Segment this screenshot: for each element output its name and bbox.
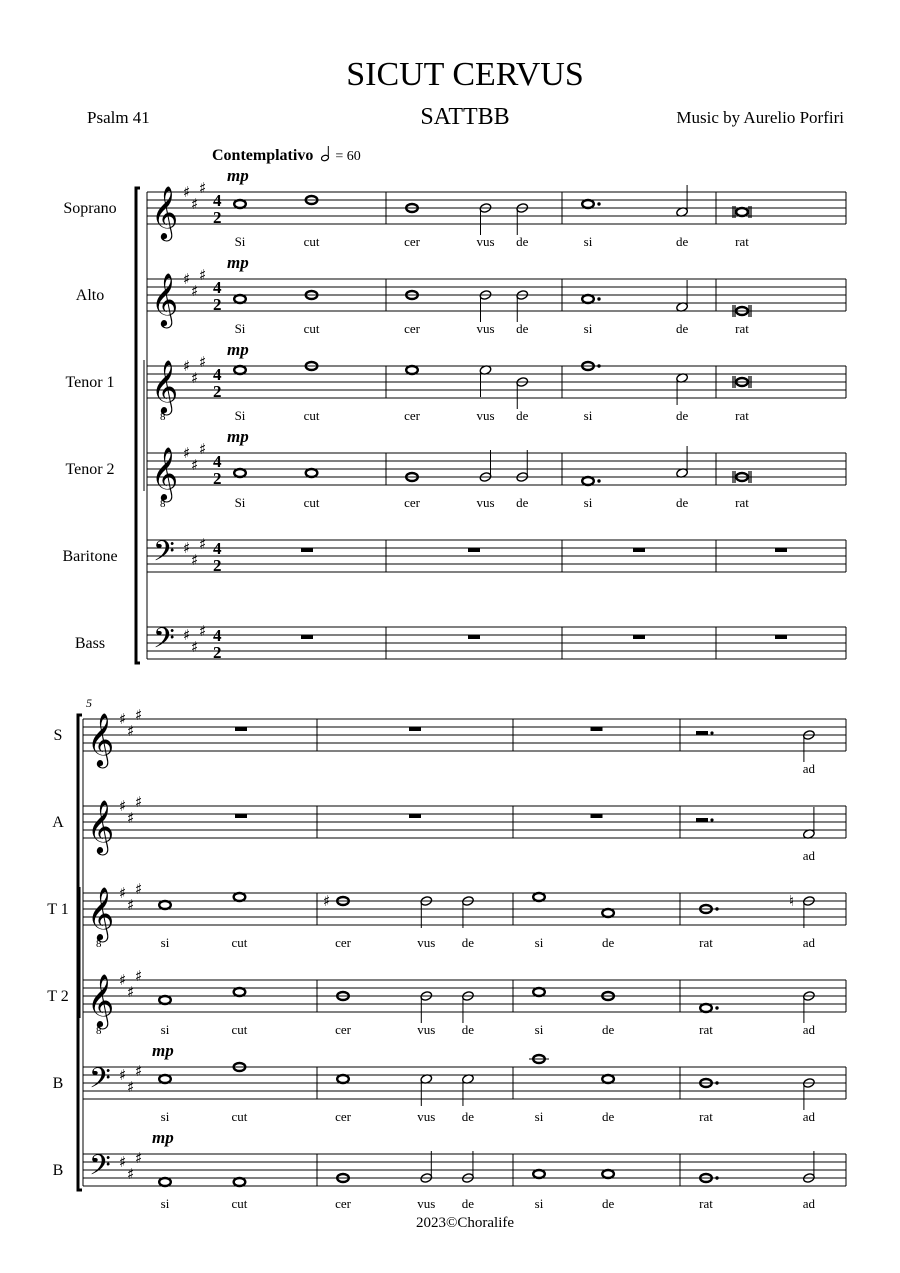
lyric-syllable: ad xyxy=(802,761,816,776)
whole-note-head xyxy=(582,477,594,485)
octave-eight-icon: 8 xyxy=(96,1025,102,1037)
lyric-syllable: de xyxy=(461,1109,475,1124)
whole-note-head xyxy=(159,1178,171,1186)
system-2 xyxy=(47,696,846,1211)
lyric-syllable: si xyxy=(583,321,593,336)
octave-eight-icon: 8 xyxy=(160,498,166,510)
lyric-syllable: ad xyxy=(802,1109,816,1124)
dynamic-marking: mp xyxy=(227,427,249,446)
staff-name: B xyxy=(52,1162,64,1179)
key-sharp-icon: ♯ xyxy=(191,282,199,300)
lyric-syllable: cer xyxy=(404,495,420,510)
lyric-syllable: si xyxy=(160,1022,170,1037)
whole-note-head xyxy=(159,1075,171,1083)
lyric-syllable: de xyxy=(675,321,689,336)
key-sharp-icon: ♯ xyxy=(127,722,135,740)
key-sharp-icon: ♯ xyxy=(191,551,199,569)
key-sharp-icon: ♯ xyxy=(119,971,127,989)
staff xyxy=(65,340,846,423)
lyric-syllable: de xyxy=(516,495,529,510)
whole-note-head xyxy=(533,893,545,901)
lyric-syllable: rat xyxy=(735,234,749,249)
time-signature: 2 xyxy=(213,643,222,662)
lyric-syllable: de xyxy=(601,935,615,950)
dot-icon xyxy=(710,731,713,734)
key-sharp-icon: ♯ xyxy=(119,710,127,728)
key-sharp-icon: ♯ xyxy=(199,179,207,197)
lyric-syllable: vus xyxy=(476,495,495,510)
lyric-syllable: vus xyxy=(417,935,436,950)
lyric-syllable: cut xyxy=(303,234,320,249)
lyric-syllable: vus xyxy=(476,234,495,249)
staff-name: A xyxy=(52,814,64,831)
sharp-icon: ♯ xyxy=(323,892,331,910)
lyric-syllable: si xyxy=(583,234,593,249)
treble-clef-icon: 𝄞 xyxy=(87,886,115,940)
dot-icon xyxy=(715,907,718,910)
tempo-bpm: = 60 xyxy=(335,149,361,164)
dynamic-marking: mp xyxy=(152,1128,174,1147)
time-signature: 4 xyxy=(213,365,222,384)
lyric-syllable: cer xyxy=(404,234,420,249)
key-sharp-icon: ♯ xyxy=(199,353,207,371)
lyric-syllable: si xyxy=(534,1109,544,1124)
time-signature: 2 xyxy=(213,295,222,314)
lyric-syllable: cut xyxy=(231,1022,248,1037)
lyric-syllable: cut xyxy=(303,408,320,423)
lyric-syllable: ad xyxy=(802,848,816,863)
key-sharp-icon: ♯ xyxy=(119,884,127,902)
key-sharp-icon: ♯ xyxy=(191,195,199,213)
lyric-syllable: cer xyxy=(335,1109,351,1124)
whole-note-head xyxy=(533,988,545,996)
dot-icon xyxy=(715,1006,718,1009)
key-sharp-icon: ♯ xyxy=(199,266,207,284)
staff-name: Tenor 2 xyxy=(65,461,115,478)
key-sharp-icon: ♯ xyxy=(119,797,127,815)
key-sharp-icon: ♯ xyxy=(119,1066,127,1084)
key-sharp-icon: ♯ xyxy=(199,440,207,458)
staff xyxy=(63,166,846,249)
key-sharp-icon: ♯ xyxy=(199,622,207,640)
lyric-syllable: Si xyxy=(234,234,246,249)
whole-note-head xyxy=(159,996,171,1004)
key-sharp-icon: ♯ xyxy=(127,809,135,827)
bass-clef-icon: 𝄢 xyxy=(153,622,175,662)
lyric-syllable: ad xyxy=(802,1196,816,1211)
dot-icon xyxy=(715,1176,718,1179)
lyric-syllable: si xyxy=(583,495,593,510)
staff xyxy=(62,535,846,575)
key-sharp-icon: ♯ xyxy=(135,706,143,724)
system-1 xyxy=(62,166,846,663)
key-sharp-icon: ♯ xyxy=(135,1149,143,1167)
key-sharp-icon: ♯ xyxy=(127,983,135,1001)
lyric-syllable: vus xyxy=(476,321,495,336)
lyric-syllable: de xyxy=(601,1022,615,1037)
lyric-syllable: cer xyxy=(335,1022,351,1037)
lyric-syllable: si xyxy=(160,935,170,950)
dynamic-marking: mp xyxy=(227,340,249,359)
staff-name: B xyxy=(52,1075,64,1092)
staff-name: T 2 xyxy=(47,988,69,1005)
key-sharp-icon: ♯ xyxy=(135,1062,143,1080)
key-sharp-icon: ♯ xyxy=(183,444,191,462)
whole-note-head xyxy=(602,1075,614,1083)
whole-note-head xyxy=(234,1178,246,1186)
whole-note-head xyxy=(337,1075,349,1083)
time-signature: 2 xyxy=(213,469,222,488)
lyric-syllable: cut xyxy=(231,1196,248,1211)
whole-rest-icon xyxy=(633,548,645,552)
dynamic-marking: mp xyxy=(227,166,249,185)
lyric-syllable: rat xyxy=(735,495,749,510)
bass-clef-icon: 𝄢 xyxy=(153,535,175,575)
staff xyxy=(76,253,846,336)
lyric-syllable: cut xyxy=(303,321,320,336)
whole-note-head xyxy=(306,469,318,477)
staff-name: S xyxy=(53,727,63,744)
staff xyxy=(47,880,846,950)
lyric-syllable: rat xyxy=(735,408,749,423)
staff xyxy=(75,622,846,662)
time-signature: 4 xyxy=(213,626,222,645)
half-rest-icon xyxy=(696,818,708,822)
time-signature: 2 xyxy=(213,208,222,227)
treble-clef-icon: 𝄞 xyxy=(87,712,115,766)
key-sharp-icon: ♯ xyxy=(183,626,191,644)
lyric-syllable: vus xyxy=(476,408,495,423)
whole-note-head xyxy=(736,208,748,216)
dot-icon xyxy=(710,818,713,821)
whole-note-head xyxy=(234,469,246,477)
lyric-syllable: rat xyxy=(735,321,749,336)
staff-name: Bass xyxy=(74,635,106,652)
lyric-syllable: si xyxy=(534,935,544,950)
lyric-syllable: de xyxy=(675,234,689,249)
lyric-syllable: Si xyxy=(234,321,246,336)
dot-icon xyxy=(597,479,600,482)
lyric-syllable: de xyxy=(516,321,529,336)
lyric-syllable: Si xyxy=(234,495,246,510)
whole-note-head xyxy=(234,295,246,303)
lyric-syllable: ad xyxy=(802,1022,816,1037)
lyric-syllable: si xyxy=(160,1109,170,1124)
treble-clef-icon: 𝄞 xyxy=(151,446,179,500)
whole-rest-icon xyxy=(301,548,313,552)
lyric-syllable: rat xyxy=(699,935,713,950)
whole-rest-icon xyxy=(235,727,247,731)
voicing-label: SATTBB xyxy=(420,104,510,130)
bass-clef-icon: 𝄢 xyxy=(89,1062,111,1102)
whole-rest-icon xyxy=(409,727,421,731)
treble-clef-icon: 𝄞 xyxy=(151,272,179,326)
time-signature: 4 xyxy=(213,191,222,210)
tempo-text: Contemplativo xyxy=(212,147,314,164)
key-sharp-icon: ♯ xyxy=(191,456,199,474)
treble-clef-icon: 𝄞 xyxy=(151,359,179,413)
lyric-syllable: de xyxy=(461,1196,475,1211)
lyric-syllable: vus xyxy=(417,1109,436,1124)
key-sharp-icon: ♯ xyxy=(191,369,199,387)
whole-note-head xyxy=(582,295,594,303)
whole-note-head xyxy=(602,909,614,917)
system-bracket xyxy=(136,188,140,663)
lyric-syllable: de xyxy=(601,1109,615,1124)
whole-note-head xyxy=(602,1170,614,1178)
copyright-footer: 2023©Choralife xyxy=(415,1215,515,1231)
whole-note-head xyxy=(406,366,418,374)
staff xyxy=(47,967,846,1037)
staff-name: Alto xyxy=(75,287,105,304)
dot-icon xyxy=(597,364,600,367)
lyric-syllable: cer xyxy=(335,935,351,950)
staff-name: Baritone xyxy=(62,548,118,565)
treble-clef-icon: 𝄞 xyxy=(87,973,115,1027)
staff xyxy=(53,1041,846,1124)
whole-rest-icon xyxy=(409,814,421,818)
bass-clef-icon: 𝄢 xyxy=(89,1149,111,1189)
whole-note-head xyxy=(533,1170,545,1178)
octave-eight-icon: 8 xyxy=(160,411,166,423)
staff xyxy=(65,427,846,510)
dot-icon xyxy=(597,297,600,300)
natural-icon: ♮ xyxy=(788,892,795,910)
key-sharp-icon: ♯ xyxy=(127,1078,135,1096)
time-signature: 4 xyxy=(213,278,222,297)
whole-rest-icon xyxy=(775,548,787,552)
lyric-syllable: ad xyxy=(802,935,816,950)
whole-rest-icon xyxy=(591,727,603,731)
dynamic-marking: mp xyxy=(227,253,249,272)
lyric-syllable: de xyxy=(601,1196,615,1211)
lyric-syllable: cut xyxy=(231,935,248,950)
source-label: Psalm 41 xyxy=(87,108,150,127)
octave-eight-icon: 8 xyxy=(96,938,102,950)
staff xyxy=(53,1128,846,1211)
key-sharp-icon: ♯ xyxy=(183,270,191,288)
lyric-syllable: de xyxy=(461,1022,475,1037)
lyric-syllable: Si xyxy=(234,408,246,423)
dot-icon xyxy=(597,202,600,205)
lyric-syllable: si xyxy=(534,1196,544,1211)
lyric-syllable: si xyxy=(583,408,593,423)
lyric-syllable: de xyxy=(675,408,689,423)
lyric-syllable: rat xyxy=(699,1022,713,1037)
whole-note-head xyxy=(159,901,171,909)
composer-label: Music by Aurelio Porfiri xyxy=(676,108,844,127)
staff-name: Soprano xyxy=(63,200,117,217)
treble-clef-icon: 𝄞 xyxy=(87,799,115,853)
time-signature: 2 xyxy=(213,382,222,401)
whole-rest-icon xyxy=(301,635,313,639)
lyric-syllable: cer xyxy=(404,321,420,336)
key-sharp-icon: ♯ xyxy=(183,357,191,375)
whole-note-head xyxy=(234,200,246,208)
lyric-syllable: de xyxy=(675,495,689,510)
whole-rest-icon xyxy=(235,814,247,818)
key-sharp-icon: ♯ xyxy=(135,793,143,811)
key-sharp-icon: ♯ xyxy=(135,880,143,898)
time-signature: 4 xyxy=(213,539,222,558)
score-title: SICUT CERVUS xyxy=(346,56,584,93)
key-sharp-icon: ♯ xyxy=(119,1153,127,1171)
whole-note-head xyxy=(582,200,594,208)
lyric-syllable: cer xyxy=(335,1196,351,1211)
dot-icon xyxy=(715,1081,718,1084)
measure-number: 5 xyxy=(86,696,92,710)
lyric-syllable: de xyxy=(461,935,475,950)
lyric-syllable: de xyxy=(516,234,529,249)
whole-rest-icon xyxy=(468,635,480,639)
key-sharp-icon: ♯ xyxy=(199,535,207,553)
lyric-syllable: de xyxy=(516,408,529,423)
whole-note-head xyxy=(234,893,246,901)
whole-note-head xyxy=(234,366,246,374)
whole-rest-icon xyxy=(633,635,645,639)
lyric-syllable: rat xyxy=(699,1196,713,1211)
key-sharp-icon: ♯ xyxy=(127,896,135,914)
whole-rest-icon xyxy=(591,814,603,818)
whole-note-head xyxy=(234,988,246,996)
key-sharp-icon: ♯ xyxy=(183,539,191,557)
whole-note-head xyxy=(700,1004,712,1012)
key-sharp-icon: ♯ xyxy=(135,967,143,985)
lyric-syllable: si xyxy=(534,1022,544,1037)
time-signature: 4 xyxy=(213,452,222,471)
staff-name: T 1 xyxy=(47,901,69,918)
lyric-syllable: cut xyxy=(303,495,320,510)
staff xyxy=(54,706,846,776)
whole-rest-icon xyxy=(775,635,787,639)
lyric-syllable: cut xyxy=(231,1109,248,1124)
whole-rest-icon xyxy=(468,548,480,552)
half-rest-icon xyxy=(696,731,708,735)
key-sharp-icon: ♯ xyxy=(191,638,199,656)
treble-clef-icon: 𝄞 xyxy=(151,185,179,239)
lyric-syllable: rat xyxy=(699,1109,713,1124)
lyric-syllable: si xyxy=(160,1196,170,1211)
key-sharp-icon: ♯ xyxy=(127,1165,135,1183)
staff-name: Tenor 1 xyxy=(65,374,115,391)
key-sharp-icon: ♯ xyxy=(183,183,191,201)
dynamic-marking: mp xyxy=(152,1041,174,1060)
lyric-syllable: vus xyxy=(417,1196,436,1211)
lyric-syllable: cer xyxy=(404,408,420,423)
time-signature: 2 xyxy=(213,556,222,575)
staff xyxy=(52,793,846,863)
lyric-syllable: vus xyxy=(417,1022,436,1037)
